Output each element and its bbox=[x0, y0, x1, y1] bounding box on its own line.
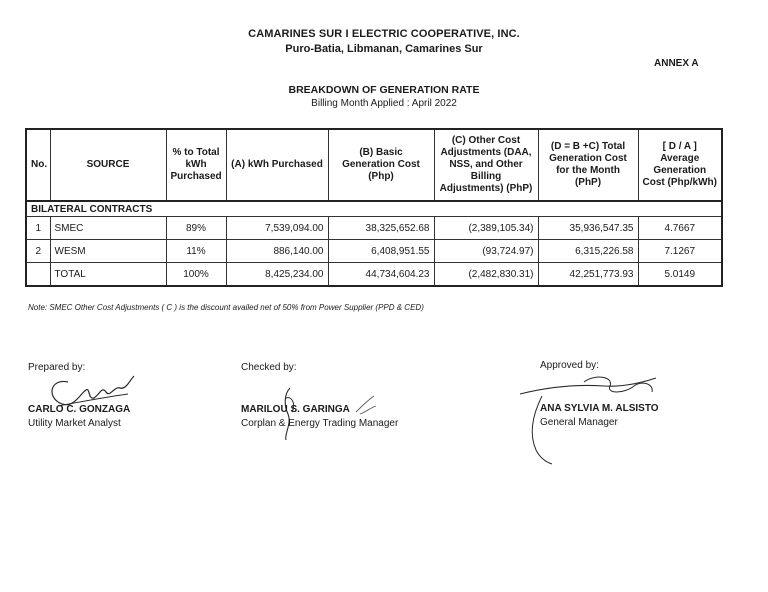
row-kwh: 7,539,094.00 bbox=[226, 217, 328, 240]
table-row bbox=[26, 217, 722, 240]
total-pct: 100% bbox=[166, 263, 226, 287]
generation-rate-table bbox=[25, 128, 723, 287]
row-pct: 89% bbox=[166, 217, 226, 240]
row-pct: 11% bbox=[166, 240, 226, 263]
row-no: 2 bbox=[26, 240, 50, 263]
total-avg: 5.0149 bbox=[638, 263, 722, 287]
cooperative-name: CAMARINES SUR I ELECTRIC COOPERATIVE, INC. bbox=[248, 28, 520, 40]
table-row bbox=[26, 240, 722, 263]
col-header-no: No. bbox=[26, 129, 50, 201]
total-basic: 44,734,604.23 bbox=[328, 263, 434, 287]
col-header-avg: [ D / A ] Average Generation Cost (Php/kWh) bbox=[638, 129, 722, 201]
billing-month: Billing Month Applied : April 2022 bbox=[311, 98, 457, 109]
checked-by-label: Checked by: bbox=[241, 362, 297, 373]
col-header-other: (C) Other Cost Adjustments (DAA, NSS, and Other Billing Adjustments) (PhP) bbox=[434, 129, 538, 201]
prepared-by-position: Utility Market Analyst bbox=[28, 418, 121, 429]
group-label: BILATERAL CONTRACTS bbox=[26, 201, 722, 217]
approved-by-label: Approved by: bbox=[540, 360, 599, 371]
prepared-by-name: CARLO C. GONZAGA bbox=[28, 404, 131, 415]
row-kwh: 886,140.00 bbox=[226, 240, 328, 263]
col-header-basic: (B) Basic Generation Cost (Php) bbox=[328, 129, 434, 201]
total-no bbox=[26, 263, 50, 287]
col-header-source: SOURCE bbox=[50, 129, 166, 201]
cooperative-address: Puro-Batia, Libmanan, Camarines Sur bbox=[285, 43, 483, 55]
col-header-kwh: (A) kWh Purchased bbox=[226, 129, 328, 201]
checked-by-position: Corplan & Energy Trading Manager bbox=[241, 418, 399, 429]
document-title: BREAKDOWN OF GENERATION RATE bbox=[288, 84, 480, 96]
col-header-pct: % to Total kWh Purchased bbox=[166, 129, 226, 201]
row-no: 1 bbox=[26, 217, 50, 240]
approved-by-name: ANA SYLVIA M. ALSISTO bbox=[540, 403, 659, 414]
checked-by-name: MARILOU S. GARINGA bbox=[241, 404, 350, 415]
row-total: 35,936,547.35 bbox=[538, 217, 638, 240]
prepared-by-label: Prepared by: bbox=[28, 362, 86, 373]
total-row bbox=[26, 263, 722, 287]
row-source: SMEC bbox=[50, 217, 166, 240]
group-row bbox=[26, 201, 722, 217]
row-avg: 7.1267 bbox=[638, 240, 722, 263]
total-other: (2,482,830.31) bbox=[434, 263, 538, 287]
row-total: 6,315,226.58 bbox=[538, 240, 638, 263]
row-source: WESM bbox=[50, 240, 166, 263]
footnote: Note: SMEC Other Cost Adjustments ( C ) is the discount availed net of 50% from Power Supplier (PPD & CED) bbox=[28, 303, 424, 312]
annex-label: ANNEX A bbox=[654, 58, 699, 69]
table-header-row bbox=[26, 129, 722, 201]
row-basic: 38,325,652.68 bbox=[328, 217, 434, 240]
row-avg: 4.7667 bbox=[638, 217, 722, 240]
approved-by-position: General Manager bbox=[540, 417, 618, 428]
total-kwh: 8,425,234.00 bbox=[226, 263, 328, 287]
row-basic: 6,408,951.55 bbox=[328, 240, 434, 263]
total-total: 42,251,773.93 bbox=[538, 263, 638, 287]
row-other: (2,389,105.34) bbox=[434, 217, 538, 240]
col-header-total: (D = B +C) Total Generation Cost for the Month (PhP) bbox=[538, 129, 638, 201]
row-other: (93,724.97) bbox=[434, 240, 538, 263]
total-source: TOTAL bbox=[50, 263, 166, 287]
